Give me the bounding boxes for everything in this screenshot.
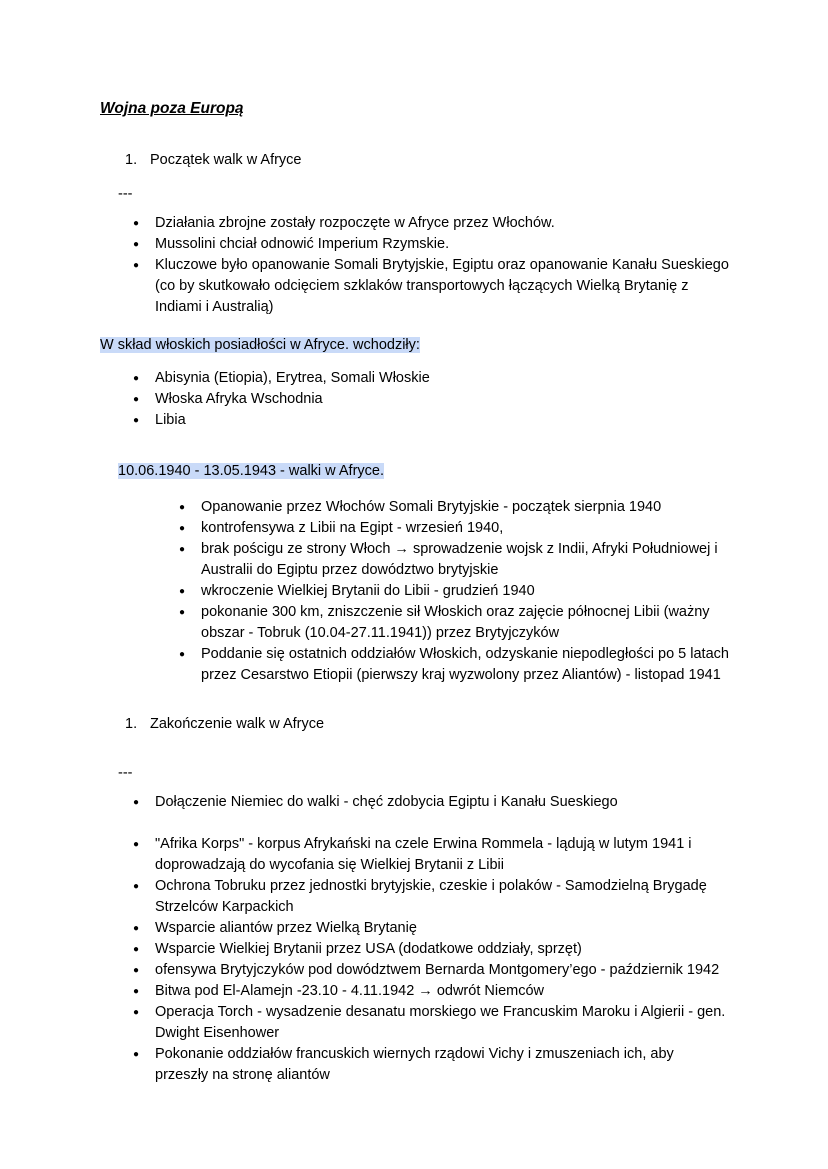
list-item-text: Dołączenie Niemiec do walki - chęć zdobycia Egiptu i Kanału Sueskiego [155, 794, 618, 810]
list-item [130, 1002, 730, 1044]
list-item-text: kontrofensywa z Libii na Egipt - wrzesień 1940, [201, 520, 504, 536]
bullet-icon: ● [179, 523, 186, 534]
list-item-text: Ochrona Tobruku przez jednostki brytyjskie, czeskie i polaków - Samodzielną Brygadę Strzelców Karpackich [155, 878, 707, 915]
bullet-icon: ● [133, 944, 140, 955]
numbered-list-item [125, 150, 730, 171]
bullet-icon: ● [179, 649, 186, 660]
bullet-icon: ● [179, 586, 186, 597]
list-item-text: Mussolini chciał odnowić Imperium Rzymskie. [155, 236, 450, 252]
list-item-text: Działania zbrojne zostały rozpoczęte w Afryce przez Włochów. [155, 215, 555, 231]
highlighted-text: 10.06.1940 - 13.05.1943 - walki w Afryce. [118, 463, 384, 479]
list-item-text: wkroczenie Wielkiej Brytanii do Libii - grudzień 1940 [201, 583, 535, 599]
bullet-icon: ● [133, 1007, 140, 1018]
list-item [130, 1044, 730, 1086]
list-item [130, 876, 730, 918]
list-item [130, 255, 730, 318]
list-item [130, 939, 730, 960]
bullet-icon: ● [133, 394, 140, 405]
list-item [176, 539, 730, 581]
list-item-text: "Afrika Korps" - korpus Afrykański na czele Erwina Rommela - lądują w lutym 1941 i doprowadzają do wycofania się Wielkiej Brytanii z Libii [155, 836, 692, 873]
bullet-icon: ● [179, 544, 186, 555]
list-item [176, 497, 730, 518]
list-item-text: Bitwa pod El-Alamejn -23.10 - 4.11.1942 → odwrót Niemców [155, 983, 545, 999]
list-number: 1. [125, 152, 138, 168]
list-item-text: ofensywa Brytyjczyków pod dowództwem Bernarda Montgomery’ego - październik 1942 [155, 962, 720, 978]
list-item-text: pokonanie 300 km, zniszczenie sił Włoskich oraz zajęcie północnej Libii (ważny obszar - Tobruk (10.04-27.11.1941)) przez Brytyjczyków [201, 604, 710, 641]
bullet-icon: ● [133, 797, 140, 808]
bullet-icon: ● [179, 607, 186, 618]
numbered-item-text: Zakończenie walk w Afryce [150, 716, 325, 732]
bullet-list-intro [130, 213, 730, 318]
bullet-icon: ● [133, 881, 140, 892]
separator-text: --- [118, 765, 133, 781]
list-item-text: brak pościgu ze strony Włoch → sprowadzenie wojsk z Indii, Afryki Południowej i Australii do Egiptu przez dowództwo brytyjskie [201, 541, 718, 578]
bullet-icon: ● [133, 986, 140, 997]
highlighted-line [118, 461, 730, 482]
list-item-text: Wsparcie aliantów przez Wielką Brytanię [155, 920, 417, 936]
list-item-text: Poddanie się ostatnich oddziałów Włoskich, odzyskanie niepodległości po 5 latach przez Cesarstwo Etiopii (pierwszy kraj wyzwolony przez Aliantów) - listopad 1941 [201, 646, 729, 683]
numbered-item-text: Początek walk w Afryce [150, 152, 302, 168]
numbered-list-item [125, 714, 730, 735]
list-item [130, 834, 730, 876]
bullet-icon: ● [133, 218, 140, 229]
highlighted-text: W skład włoskich posiadłości w Afryce. wchodziły: [100, 337, 420, 353]
list-item-text: Operacja Torch - wysadzenie desanatu morskiego we Francuskim Maroku i Algierii - gen. Dwight Eisenhower [155, 1004, 726, 1041]
list-item [130, 368, 730, 389]
separator-text: --- [118, 186, 133, 202]
bullet-icon: ● [133, 965, 140, 976]
document-heading: Wojna poza Europą [100, 100, 244, 117]
list-item [176, 581, 730, 602]
bullet-icon: ● [133, 373, 140, 384]
bullet-icon: ● [133, 839, 140, 850]
list-item [130, 410, 730, 431]
list-item [130, 792, 730, 813]
list-item [130, 960, 730, 981]
list-item-text: Libia [155, 412, 186, 428]
list-item-text: Abisynia (Etiopia), Erytrea, Somali Włoskie [155, 370, 430, 386]
list-item [176, 602, 730, 644]
highlighted-line [100, 335, 730, 356]
bullet-icon: ● [133, 1049, 140, 1060]
list-item [130, 213, 730, 234]
bullet-icon: ● [133, 923, 140, 934]
list-item-text: Pokonanie oddziałów francuskich wiernych rządowi Vichy i zmuszeniach ich, aby przeszły na stronę aliantów [155, 1046, 674, 1083]
bullet-icon: ● [133, 415, 140, 426]
list-item [130, 918, 730, 939]
list-item-text: Opanowanie przez Włochów Somali Brytyjskie - początek sierpnia 1940 [201, 499, 662, 515]
list-item-text: Kluczowe było opanowanie Somali Brytyjskie, Egiptu oraz opanowanie Kanału Sueskiego (co by skutkowało odcięciem szklaków transportowych łączących Wielką Brytanię z Indiami i Australią) [155, 257, 729, 315]
list-number: 1. [125, 716, 138, 732]
list-item-text: Wsparcie Wielkiej Brytanii przez USA (dodatkowe oddziały, sprzęt) [155, 941, 582, 957]
bullet-list-possessions [130, 368, 730, 431]
bullet-list-timeline [176, 497, 730, 686]
list-item [130, 981, 730, 1002]
bullet-list-ending [130, 792, 730, 1086]
bullet-icon: ● [179, 502, 186, 513]
list-item [130, 389, 730, 410]
list-item [176, 644, 730, 686]
list-item [130, 234, 730, 255]
bullet-icon: ● [133, 239, 140, 250]
bullet-icon: ● [133, 260, 140, 271]
list-item [176, 518, 730, 539]
list-item-text: Włoska Afryka Wschodnia [155, 391, 323, 407]
